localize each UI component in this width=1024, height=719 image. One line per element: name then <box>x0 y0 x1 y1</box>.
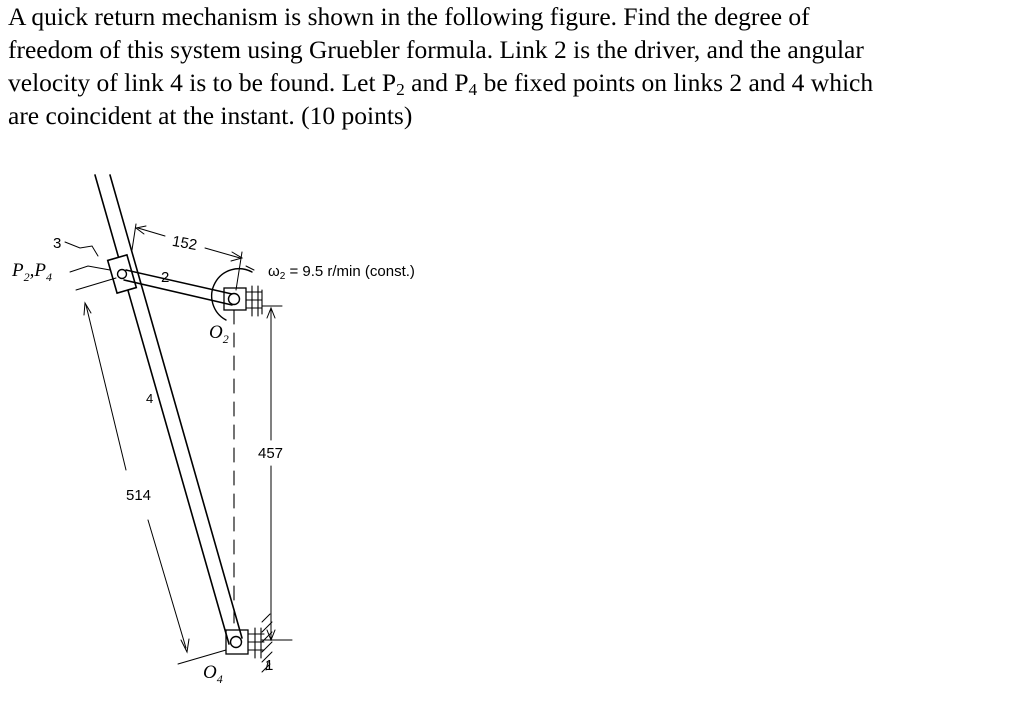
problem-line-3: velocity of link 4 is to be found. Let $P_2$ and $P_4$ be fixed points on links 2 and 4 which <box>8 68 874 99</box>
o2-label: $O_2$ <box>209 322 229 346</box>
o2-pin <box>229 294 240 305</box>
o4-label: $O_4$ <box>203 662 223 686</box>
ground-label: 1 <box>265 657 274 674</box>
dim-514-label: 514 <box>126 487 152 504</box>
slider-pin <box>118 270 127 279</box>
link-4-edge-left <box>95 175 229 644</box>
link-2-lower <box>124 280 232 305</box>
problem-line-2: freedom of this system using Gruebler formula. Link 2 is the driver, and the angular <box>8 35 864 64</box>
link-3-label: 3 <box>53 235 62 252</box>
link-2-label: 2 <box>161 269 170 286</box>
dim-457-label: 457 <box>258 445 284 462</box>
problem-line-1: A quick return mechanism is shown in the following figure. Find the degree of <box>8 2 810 31</box>
problem-line-4: are coincident at the instant. (10 points) <box>8 101 413 130</box>
point-label: $P_2,P_4$ <box>12 260 52 284</box>
o4-pin <box>231 637 242 648</box>
link-4-label: 4 <box>146 391 154 406</box>
dim-152-label: 152 <box>170 232 199 254</box>
omega-label: $\omega_2 = 9.5$ r/min (const.) <box>268 263 415 282</box>
